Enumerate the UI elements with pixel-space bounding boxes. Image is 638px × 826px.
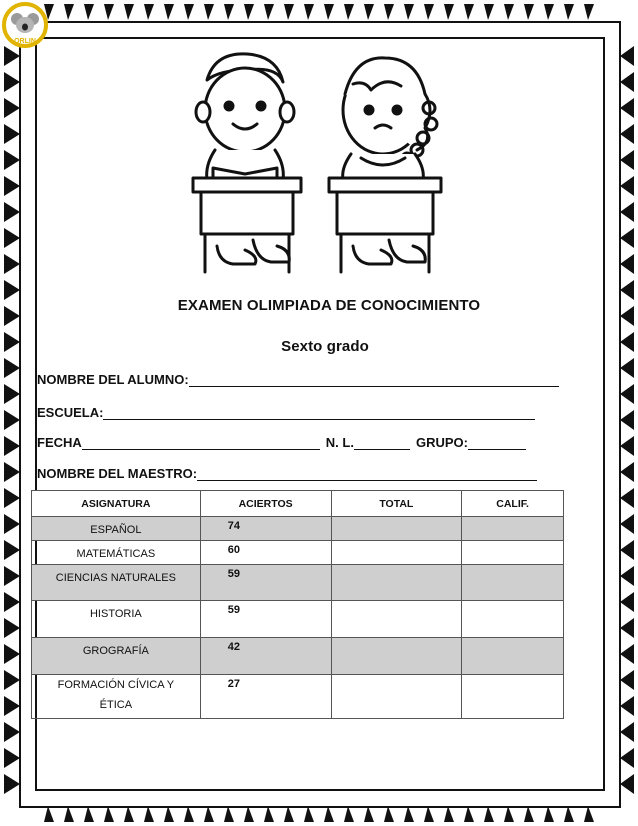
border-triangle [620,618,634,638]
student-name-line [37,372,565,387]
border-triangle [444,806,454,822]
border-triangle [620,670,634,690]
border-triangle [4,774,20,794]
grade-subtitle: Sexto grado [281,338,369,355]
subject-cell: ESPAÑOL [32,517,201,541]
total-cell[interactable] [331,565,462,601]
aciertos-cell: 42 [200,638,331,675]
border-triangle [620,566,634,586]
calif-cell[interactable] [462,675,564,719]
teacher-name-line [37,466,543,481]
aciertos-cell: 74 [200,517,331,541]
border-triangle [4,436,20,456]
student-name-blank[interactable] [189,374,559,387]
border-triangle [4,384,20,404]
border-triangle [384,4,394,20]
border-triangle [324,4,334,20]
border-triangle [424,806,434,822]
border-triangle [284,806,294,822]
border-triangle [64,806,74,822]
border-triangle [204,806,214,822]
border-triangle [4,98,20,118]
subject-cell: HISTORIA [32,601,201,638]
aciertos-cell: 59 [200,565,331,601]
calif-cell[interactable] [462,565,564,601]
border-triangle [4,696,20,716]
border-triangle [244,4,254,20]
border-triangle [144,4,154,20]
calif-cell[interactable] [462,541,564,565]
aciertos-cell: 60 [200,541,331,565]
table-row [32,601,564,638]
border-triangle [4,72,20,92]
subject-cell: FORMACIÓN CÍVICA Y ÉTICA [32,675,201,719]
border-triangle [620,774,634,794]
border-triangle [620,358,634,378]
logo-text: ORLIN [14,38,36,45]
border-triangle [620,72,634,92]
border-triangle [620,748,634,768]
header-asignatura: ASIGNATURA [32,491,201,517]
total-cell[interactable] [331,675,462,719]
border-triangle [4,592,20,612]
border-triangle [620,98,634,118]
border-triangle [4,514,20,534]
border-triangle [304,806,314,822]
border-triangle [344,806,354,822]
table-header-row [32,491,564,517]
table-row [32,517,564,541]
border-triangle [4,202,20,222]
total-cell[interactable] [331,638,462,675]
border-triangle [620,436,634,456]
border-triangle [84,806,94,822]
border-triangle [164,806,174,822]
border-triangle [164,4,174,20]
border-triangle [620,488,634,508]
subject-cell: GROGRAFÍA [32,638,201,675]
border-triangle [284,4,294,20]
header-calif: CALIF. [462,491,564,517]
border-triangle [104,806,114,822]
border-triangle [4,540,20,560]
border-top-zigzag [44,4,594,20]
border-triangle [444,4,454,20]
school-line [37,405,541,420]
border-triangle [124,806,134,822]
total-cell[interactable] [331,517,462,541]
border-triangle [584,806,594,822]
border-triangle [464,806,474,822]
table-row [32,565,564,601]
border-triangle [364,4,374,20]
border-triangle [484,4,494,20]
border-triangle [4,410,20,430]
border-triangle [620,124,634,144]
subject-cell: MATEMÁTICAS [32,541,201,565]
border-triangle [4,150,20,170]
border-triangle [4,124,20,144]
border-triangle [144,806,154,822]
border-triangle [4,748,20,768]
border-triangle [620,462,634,482]
border-triangle [620,150,634,170]
border-triangle [620,46,634,66]
border-triangle [524,4,534,20]
border-triangle [544,4,554,20]
border-triangle [524,806,534,822]
border-triangle [124,4,134,20]
border-triangle [620,228,634,248]
border-triangle [304,4,314,20]
list-number-blank[interactable] [354,437,410,450]
border-triangle [4,670,20,690]
school-label: ESCUELA: [37,405,104,420]
border-triangle [464,4,474,20]
border-triangle [484,806,494,822]
koala-logo-icon [2,2,48,48]
calif-cell[interactable] [462,638,564,675]
border-triangle [564,806,574,822]
border-triangle [4,358,20,378]
border-triangle [264,806,274,822]
border-triangle [504,4,514,20]
teacher-name-blank[interactable] [197,468,537,481]
border-triangle [264,4,274,20]
date-line [37,435,532,450]
student-name-label: NOMBRE DEL ALUMNO: [37,372,189,387]
border-triangle [4,488,20,508]
aciertos-cell: 27 [200,675,331,719]
calif-cell[interactable] [462,601,564,638]
group-label: GRUPO: [415,435,468,450]
border-triangle [404,4,414,20]
border-triangle [244,806,254,822]
aciertos-cell: 59 [200,601,331,638]
border-triangle [620,254,634,274]
border-triangle [620,514,634,534]
total-cell[interactable] [331,601,462,638]
border-triangle [4,254,20,274]
border-triangle [4,46,20,66]
border-triangle [620,644,634,664]
teacher-name-label: NOMBRE DEL MAESTRO: [37,466,198,481]
border-triangle [504,806,514,822]
border-triangle [184,4,194,20]
school-blank[interactable] [103,407,535,420]
border-triangle [4,176,20,196]
border-triangle [620,592,634,612]
header-aciertos: ACIERTOS [200,491,331,517]
border-triangle [424,4,434,20]
border-triangle [4,618,20,638]
border-triangle [620,540,634,560]
border-triangle [104,4,114,20]
border-triangle [4,644,20,664]
border-triangle [324,806,334,822]
border-triangle [404,806,414,822]
exam-title: EXAMEN OLIMPIADA DE CONOCIMIENTO [177,297,481,314]
border-triangle [224,4,234,20]
border-triangle [620,410,634,430]
total-cell[interactable] [331,541,462,565]
border-triangle [4,722,20,742]
border-triangle [620,696,634,716]
calif-cell[interactable] [462,517,564,541]
date-blank[interactable] [82,437,320,450]
border-left-zigzag [4,46,20,794]
border-bottom-zigzag [44,806,594,822]
border-triangle [44,806,54,822]
table-row [32,541,564,565]
border-triangle [4,566,20,586]
border-triangle [384,806,394,822]
border-triangle [620,722,634,742]
border-triangle [4,228,20,248]
border-triangle [564,4,574,20]
header-total: TOTAL [331,491,462,517]
border-triangle [84,4,94,20]
border-triangle [364,806,374,822]
list-number-label: N. L. [325,435,354,450]
date-label: FECHA [37,435,82,450]
border-triangle [224,806,234,822]
children-at-desks-icon [185,50,455,280]
border-triangle [620,176,634,196]
border-right-zigzag [620,46,634,794]
grades-table [31,490,564,719]
border-triangle [544,806,554,822]
table-row [32,675,564,719]
group-blank[interactable] [468,437,526,450]
table-row [32,638,564,675]
border-triangle [64,4,74,20]
border-triangle [4,462,20,482]
border-triangle [620,384,634,404]
border-triangle [584,4,594,20]
border-triangle [184,806,194,822]
border-triangle [344,4,354,20]
border-triangle [204,4,214,20]
border-triangle [620,202,634,222]
subject-cell: CIENCIAS NATURALES [32,565,201,601]
